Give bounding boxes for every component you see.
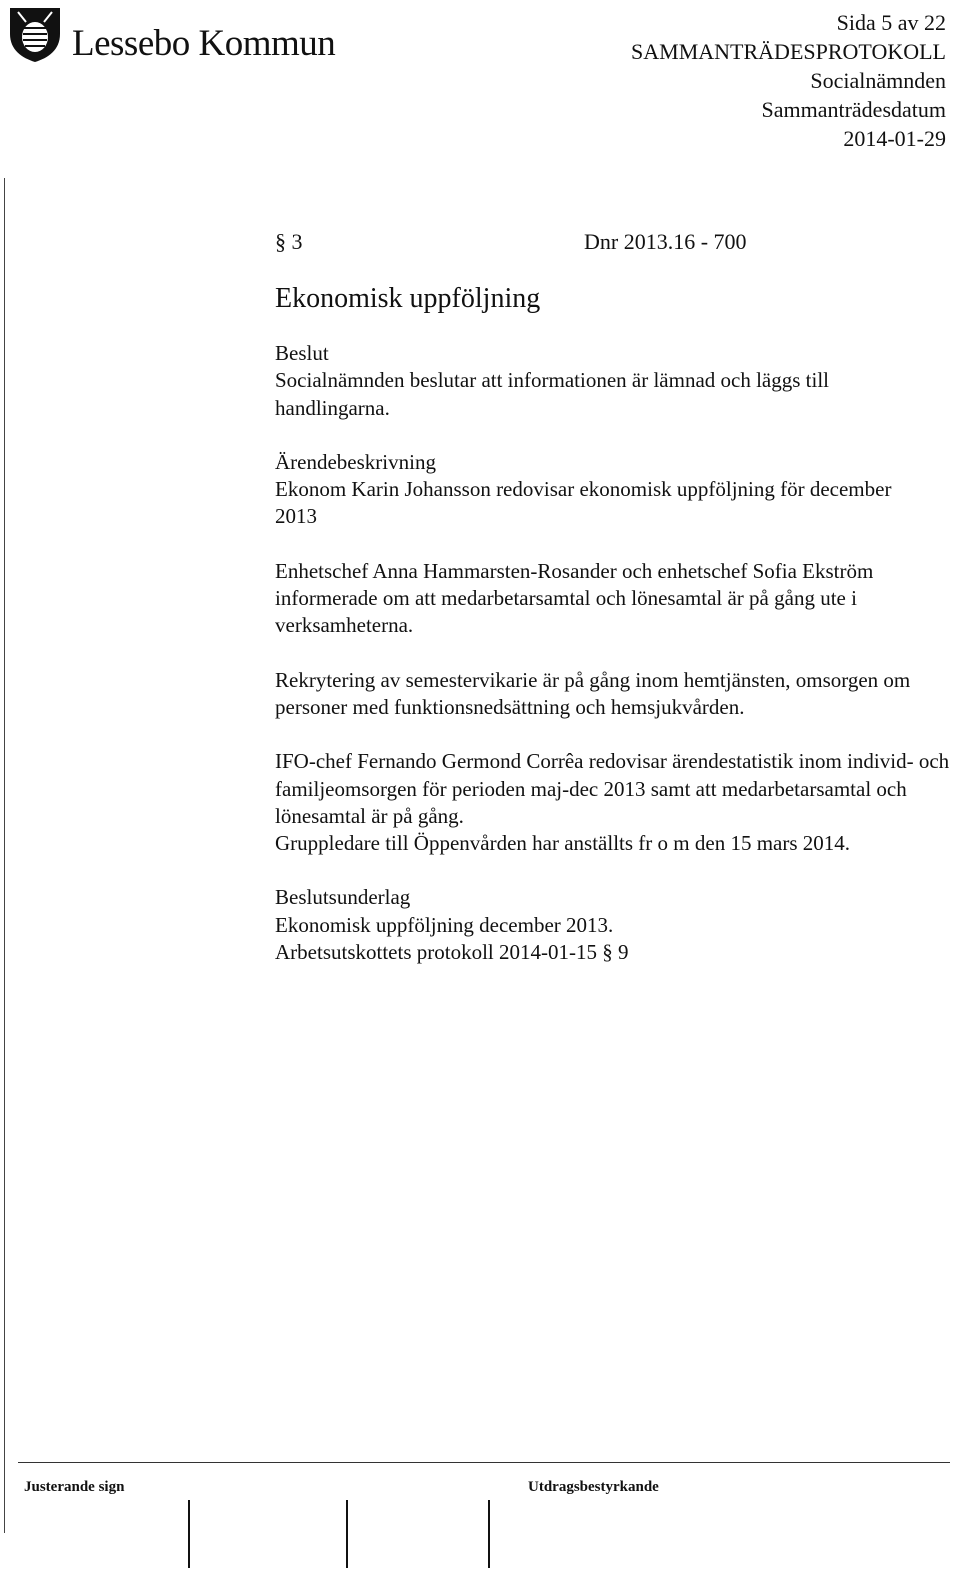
committee-name: Socialnämnden	[810, 68, 946, 93]
arende-paragraph: Enhetschef Anna Hammarsten-Rosander och enhetschef Sofia Ekström informerade om att medarbetarsamtal och lönesamtal är på gång ute i verksamheterna.	[275, 558, 874, 638]
underlag-heading: Beslutsunderlag	[275, 885, 411, 910]
signature-box-divider	[188, 1500, 190, 1568]
municipality-logo	[6, 4, 366, 66]
arende-heading: Ärendebeskrivning	[275, 449, 436, 474]
arende-paragraph: IFO-chef Fernando Germond Corrêa redovisar ärendestatistik inom individ- och familjeomsorgen för perioden maj-dec 2013 samt att medarbetarsamtal och lönesamtal är på gång.	[275, 749, 950, 828]
section-header	[275, 228, 955, 258]
arende-paragraph: Ekonom Karin Johansson redovisar ekonomisk uppföljning för december 2013	[275, 477, 892, 529]
document-header	[631, 8, 946, 153]
document-type: SAMMANTRÄDESPROTOKOLL	[631, 39, 946, 64]
section-title: Ekonomisk uppföljning	[275, 283, 541, 314]
beslut-text: Socialnämnden beslutar att informationen är lämnad och läggs till handlingarna.	[275, 368, 830, 420]
protocol-body	[275, 228, 955, 966]
paragraph-number: § 3	[275, 229, 303, 254]
meeting-date-label: Sammanträdesdatum	[761, 97, 946, 122]
signature-box-divider	[488, 1500, 490, 1568]
utdrag-label: Utdragsbestyrkande	[528, 1479, 659, 1495]
municipal-crest-icon	[6, 4, 64, 64]
margin-rule	[4, 178, 5, 1533]
arende-paragraph: Gruppledare till Öppenvården har anställts fr o m den 15 mars 2014.	[275, 831, 851, 856]
org-name: Lessebo Kommun	[72, 23, 336, 64]
diary-number: Dnr 2013.16 - 700	[584, 229, 747, 254]
beslut-heading: Beslut	[275, 341, 329, 365]
justerande-label: Justerande sign	[24, 1479, 125, 1495]
underlag-item: Arbetsutskottets protokoll 2014-01-15 § 9	[275, 940, 629, 965]
page-number: Sida 5 av 22	[836, 10, 946, 35]
underlag-item: Ekonomisk uppföljning december 2013.	[275, 912, 614, 937]
arende-paragraph: Rekrytering av semestervikarie är på gång inom hemtjänsten, omsorgen om personer med funktionsnedsättning och hemsjukvården.	[275, 667, 911, 719]
footer-rule	[18, 1462, 950, 1463]
meeting-date: 2014-01-29	[843, 126, 946, 151]
signature-box-divider	[346, 1500, 348, 1568]
